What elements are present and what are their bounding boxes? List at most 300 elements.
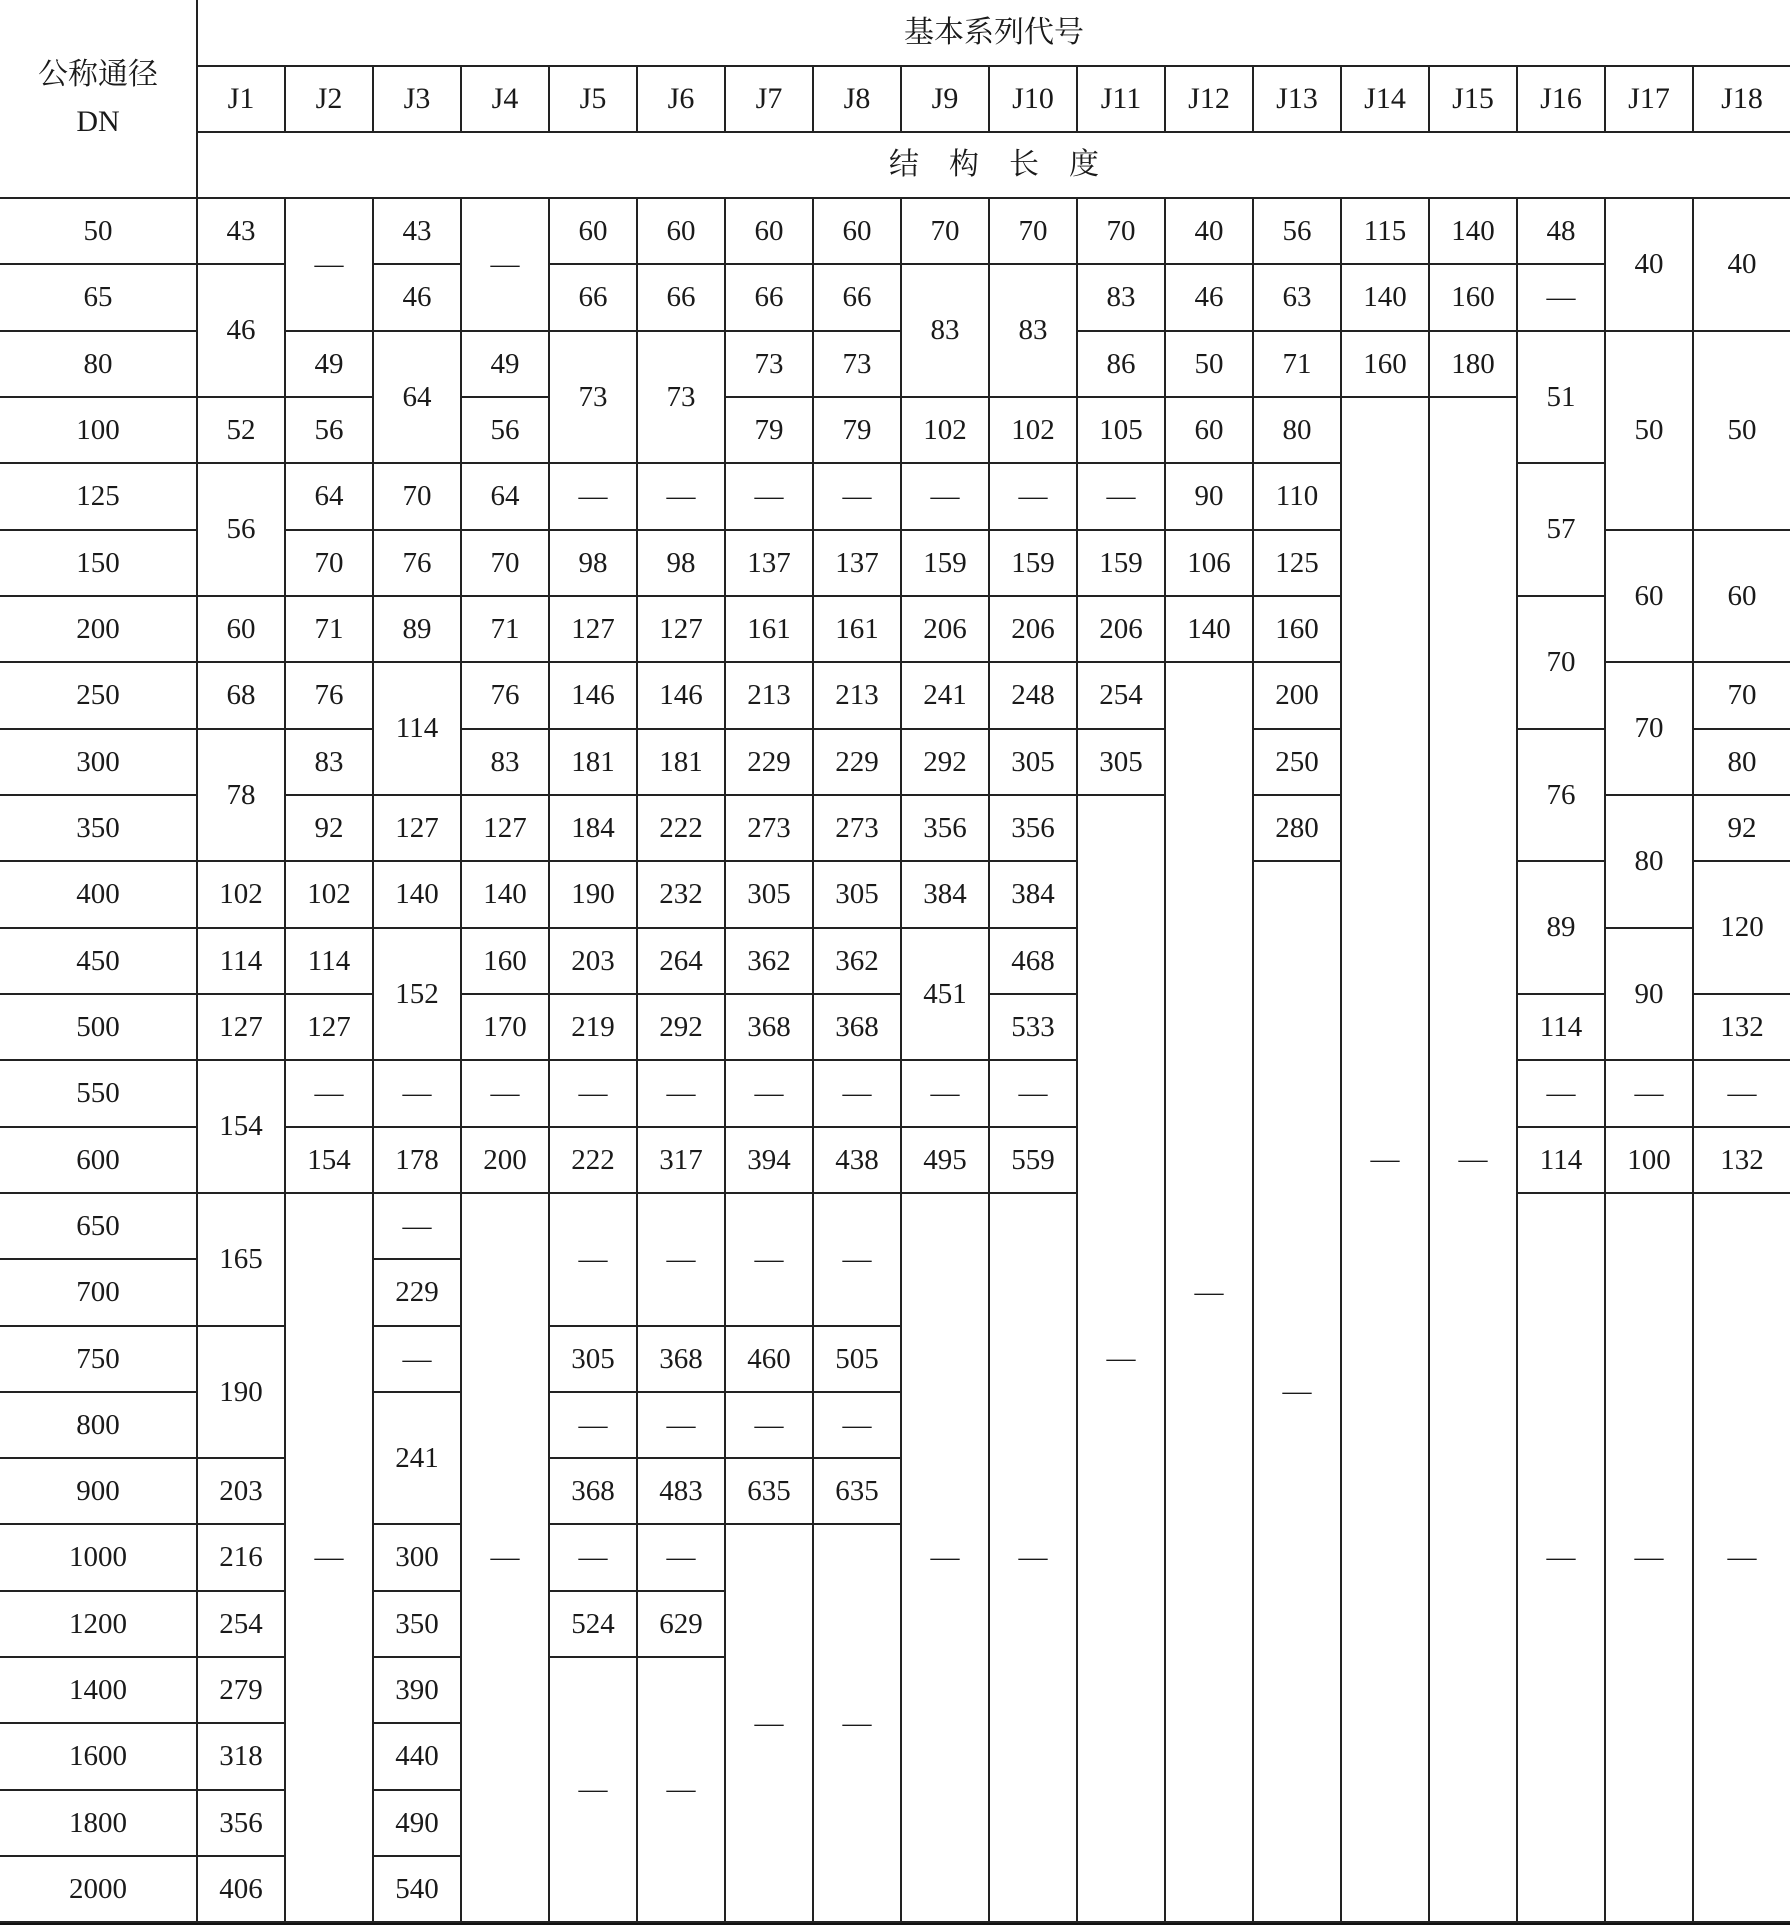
table-cell: 60 [814,199,902,265]
table-cell: 384 [990,862,1078,929]
dn-cell: 650 [0,1194,198,1260]
dn-cell: 900 [0,1459,198,1525]
table-cell: 60 [1166,398,1254,464]
table-cell: 483 [638,1459,726,1525]
table-cell: 146 [550,663,638,730]
table-cell: 80 [1254,398,1342,464]
table-cell: 66 [550,265,638,332]
table-cell: — [374,1061,462,1128]
table-cell: 73 [550,332,638,464]
table-cell: 229 [374,1260,462,1327]
table-cell: — [902,1194,990,1923]
table-cell: 390 [374,1658,462,1724]
table-cell: 219 [550,995,638,1061]
table-cell: — [374,1327,462,1393]
table-cell: 440 [374,1724,462,1791]
table-cell: 305 [814,862,902,929]
series-header-j14: J14 [1342,67,1430,133]
table-cell: 56 [462,398,550,464]
table-cell: 64 [462,464,550,531]
table-cell: 63 [1254,265,1342,332]
table-cell: 78 [198,730,286,862]
dn-cell: 700 [0,1260,198,1327]
table-cell: 120 [1694,862,1790,995]
table-cell: 460 [726,1327,814,1393]
dn-cell: 500 [0,995,198,1061]
table-cell: 52 [198,398,286,464]
table-cell: 60 [1694,531,1790,663]
table-cell: 213 [726,663,814,730]
table-cell: — [814,464,902,531]
table-cell: — [1518,265,1606,332]
table-cell: 70 [1694,663,1790,730]
dn-cell: 400 [0,862,198,929]
table-cell: 114 [374,663,462,796]
table-cell: 51 [1518,332,1606,464]
table-cell: 505 [814,1327,902,1393]
table-cell: — [990,464,1078,531]
table-cell: 140 [1430,199,1518,265]
table-cell: 89 [374,597,462,663]
table-cell: 161 [814,597,902,663]
dn-header-unit: DN [76,104,120,138]
table-cell: 83 [990,265,1078,398]
table-cell: 115 [1342,199,1430,265]
table-cell: 356 [902,796,990,862]
table-cell: 140 [374,862,462,929]
table-cell: 48 [1518,199,1606,265]
table-cell: 83 [286,730,374,796]
table-cell: 180 [1430,332,1518,398]
table-cell: 90 [1166,464,1254,531]
table-cell: — [550,464,638,531]
table-cell: 50 [1166,332,1254,398]
table-cell: — [1342,398,1430,1923]
table-cell: 241 [902,663,990,730]
dn-column-header [0,0,198,199]
table-cell: 127 [286,995,374,1061]
table-cell: — [1518,1194,1606,1923]
table-cell: — [550,1393,638,1459]
series-header-j15: J15 [1430,67,1518,133]
table-cell: 127 [638,597,726,663]
table-cell: 200 [462,1128,550,1194]
series-header-j3: J3 [374,67,462,133]
table-cell: 114 [1518,1128,1606,1194]
table-cell: 356 [198,1791,286,1857]
table-cell: 635 [726,1459,814,1525]
table-cell: 70 [1078,199,1166,265]
table-cell: 76 [374,531,462,597]
table-cell: — [374,1194,462,1260]
table-cell: 80 [1606,796,1694,929]
table-cell: 140 [1166,597,1254,663]
table-cell: 451 [902,929,990,1061]
table-cell: 154 [286,1128,374,1194]
table-cell: — [1078,464,1166,531]
table-cell: — [638,1525,726,1592]
dn-cell: 300 [0,730,198,796]
series-title: 基本系列代号 [198,0,1790,67]
table-cell: 70 [374,464,462,531]
dn-cell: 1000 [0,1525,198,1592]
table-cell: 102 [198,862,286,929]
dn-cell: 150 [0,531,198,597]
table-cell: 216 [198,1525,286,1592]
table-cell: 140 [462,862,550,929]
table-cell: 181 [638,730,726,796]
table-cell: — [462,1061,550,1128]
dn-cell: 600 [0,1128,198,1194]
table-cell: 83 [902,265,990,398]
table-cell: 524 [550,1592,638,1658]
table-cell: 70 [902,199,990,265]
series-header-j4: J4 [462,67,550,133]
table-cell: — [286,1194,374,1923]
table-cell: 232 [638,862,726,929]
table-cell: 317 [638,1128,726,1194]
dn-cell: 200 [0,597,198,663]
table-cell: 76 [1518,730,1606,862]
table-cell: 241 [374,1393,462,1525]
table-cell: 160 [1430,265,1518,332]
table-cell: — [726,1194,814,1327]
table-cell: 152 [374,929,462,1061]
table-cell: 406 [198,1857,286,1923]
table-cell: 159 [1078,531,1166,597]
table-cell: 468 [990,929,1078,995]
table-cell: — [550,1658,638,1923]
table-cell: 92 [286,796,374,862]
table-cell: 203 [198,1459,286,1525]
table-cell: 222 [550,1128,638,1194]
table-cell: 254 [1078,663,1166,730]
table-cell: 356 [990,796,1078,862]
table-cell: 56 [1254,199,1342,265]
table-cell: 178 [374,1128,462,1194]
table-cell: 213 [814,663,902,730]
table-cell: 56 [286,398,374,464]
table-cell: 114 [286,929,374,995]
table-cell: 394 [726,1128,814,1194]
table-cell: 66 [814,265,902,332]
table-cell: — [638,1061,726,1128]
table-cell: 160 [1342,332,1430,398]
dn-cell: 750 [0,1327,198,1393]
table-cell: — [990,1061,1078,1128]
table-cell: 64 [374,332,462,464]
table-cell: 73 [814,332,902,398]
table-cell: — [550,1525,638,1592]
table-cell: 159 [990,531,1078,597]
dn-cell: 450 [0,929,198,995]
table-cell: 292 [902,730,990,796]
table-cell: 40 [1694,199,1790,332]
table-cell: — [1606,1194,1694,1923]
table-cell: 83 [462,730,550,796]
table-cell: 98 [550,531,638,597]
table-cell: 127 [198,995,286,1061]
table-cell: 160 [462,929,550,995]
table-cell: 146 [638,663,726,730]
table-cell: — [638,1393,726,1459]
dn-cell: 65 [0,265,198,332]
table-cell: 368 [726,995,814,1061]
table-cell: 71 [462,597,550,663]
table-cell: 89 [1518,862,1606,995]
table-cell: 280 [1254,796,1342,862]
table-cell: 154 [198,1061,286,1194]
series-header-j1: J1 [198,67,286,133]
table-cell: — [550,1061,638,1128]
table-cell: 350 [374,1592,462,1658]
table-cell: 190 [198,1327,286,1459]
table-cell: — [990,1194,1078,1923]
series-header-j10: J10 [990,67,1078,133]
table-cell: 140 [1342,265,1430,332]
series-header-j6: J6 [638,67,726,133]
table-cell: 300 [374,1525,462,1592]
table-cell: — [902,1061,990,1128]
table-cell: 64 [286,464,374,531]
table-cell: 50 [1694,332,1790,531]
table-cell: 292 [638,995,726,1061]
table-cell: 273 [726,796,814,862]
dn-cell: 800 [0,1393,198,1459]
table-cell: 132 [1694,995,1790,1061]
table-cell: 60 [1606,531,1694,663]
table-cell: 90 [1606,929,1694,1061]
table-cell: 305 [550,1327,638,1393]
dn-cell: 1600 [0,1724,198,1791]
table-cell: 60 [198,597,286,663]
dn-cell: 100 [0,398,198,464]
table-cell: 83 [1078,265,1166,332]
table-cell: 102 [286,862,374,929]
table-cell: 127 [374,796,462,862]
table-cell: 384 [902,862,990,929]
table-cell: — [814,1194,902,1327]
table-cell: 438 [814,1128,902,1194]
table-cell: 70 [286,531,374,597]
table-cell: 76 [286,663,374,730]
table-cell: 200 [1254,663,1342,730]
dn-cell: 1400 [0,1658,198,1724]
table-cell: 70 [1518,597,1606,730]
table-cell: 80 [1694,730,1790,796]
table-cell: — [726,1393,814,1459]
table-cell: — [638,1194,726,1327]
table-cell: 49 [286,332,374,398]
table-cell: 73 [726,332,814,398]
dn-cell: 1800 [0,1791,198,1857]
table-cell: 206 [902,597,990,663]
table-cell: — [726,464,814,531]
table-cell: 490 [374,1791,462,1857]
table-cell: 264 [638,929,726,995]
table-cell: 46 [374,265,462,332]
table-cell: — [1518,1061,1606,1128]
table-cell: 40 [1166,199,1254,265]
table-cell: — [1166,663,1254,1923]
table-cell: — [726,1525,814,1923]
table-cell: 170 [462,995,550,1061]
table-cell: 66 [638,265,726,332]
table-cell: — [814,1061,902,1128]
table-cell: — [1254,862,1342,1923]
table-cell: 250 [1254,730,1342,796]
table-cell: 79 [814,398,902,464]
table-cell: 318 [198,1724,286,1791]
table-cell: 92 [1694,796,1790,862]
table-cell: 206 [1078,597,1166,663]
table-cell: 105 [1078,398,1166,464]
table-cell: 203 [550,929,638,995]
table-cell: 559 [990,1128,1078,1194]
table-cell: 66 [726,265,814,332]
table-cell: 368 [550,1459,638,1525]
table-cell: 56 [198,464,286,597]
table-cell: 43 [374,199,462,265]
table-cell: 43 [198,199,286,265]
table-cell: 206 [990,597,1078,663]
table-cell: 159 [902,531,990,597]
table-cell: 137 [814,531,902,597]
table-cell: 229 [814,730,902,796]
table-cell: — [1078,796,1166,1923]
table-cell: 70 [1606,663,1694,796]
table-cell: 73 [638,332,726,464]
table-cell: 46 [198,265,286,398]
table-cell: 46 [1166,265,1254,332]
table-cell: — [638,464,726,531]
table-cell: 635 [814,1459,902,1525]
series-header-j11: J11 [1078,67,1166,133]
table-cell: 49 [462,332,550,398]
table-cell: 71 [1254,332,1342,398]
table-cell: 125 [1254,531,1342,597]
table-cell: 70 [990,199,1078,265]
table-cell: — [902,464,990,531]
table-cell: — [550,1194,638,1327]
table-cell: — [638,1658,726,1923]
table-cell: 362 [814,929,902,995]
table-cell: 254 [198,1592,286,1658]
dn-cell: 80 [0,332,198,398]
series-header-j12: J12 [1166,67,1254,133]
table-cell: 273 [814,796,902,862]
series-header-j18: J18 [1694,67,1790,133]
table-cell: 106 [1166,531,1254,597]
table-cell: 165 [198,1194,286,1327]
dn-cell: 1200 [0,1592,198,1658]
table-cell: — [462,199,550,332]
table-cell: 114 [1518,995,1606,1061]
table-cell: 305 [990,730,1078,796]
series-header-j17: J17 [1606,67,1694,133]
table-cell: 533 [990,995,1078,1061]
table-cell: 160 [1254,597,1342,663]
series-header-j7: J7 [726,67,814,133]
dn-cell: 250 [0,663,198,730]
table-cell: 362 [726,929,814,995]
table-cell: 76 [462,663,550,730]
table-cell: 184 [550,796,638,862]
table-cell: — [726,1061,814,1128]
table-cell: 495 [902,1128,990,1194]
dn-cell: 125 [0,464,198,531]
table-cell: 57 [1518,464,1606,597]
table-cell: 161 [726,597,814,663]
table-cell: 60 [638,199,726,265]
table-cell: — [462,1194,550,1923]
table-cell: — [286,1061,374,1128]
table-cell: 368 [638,1327,726,1393]
table-cell: 40 [1606,199,1694,332]
table-cell: 540 [374,1857,462,1923]
table-cell: 114 [198,929,286,995]
series-header-j5: J5 [550,67,638,133]
table-cell: — [814,1525,902,1923]
table-cell: 68 [198,663,286,730]
table-cell: 190 [550,862,638,929]
table-cell: 305 [726,862,814,929]
table-cell: 60 [726,199,814,265]
table-cell: 86 [1078,332,1166,398]
table-cell: 71 [286,597,374,663]
table-cell: — [1430,398,1518,1923]
dn-cell: 2000 [0,1857,198,1923]
table-cell: 102 [902,398,990,464]
table-cell: 305 [1078,730,1166,796]
table-cell: 279 [198,1658,286,1724]
structure-length-title: 结构长度 [198,133,1790,199]
table-cell: 629 [638,1592,726,1658]
table-cell: 248 [990,663,1078,730]
series-header-j2: J2 [286,67,374,133]
table-cell: 368 [814,995,902,1061]
table-cell: — [286,199,374,332]
series-header-j16: J16 [1518,67,1606,133]
dn-cell: 350 [0,796,198,862]
table-cell: 79 [726,398,814,464]
table-cell: 98 [638,531,726,597]
table-cell: 229 [726,730,814,796]
table-cell: 132 [1694,1128,1790,1194]
table-cell: — [1606,1061,1694,1128]
table-cell: — [1694,1061,1790,1128]
dn-cell: 50 [0,199,198,265]
table-cell: 127 [462,796,550,862]
table-cell: 70 [462,531,550,597]
table-cell: — [814,1393,902,1459]
table-cell: 137 [726,531,814,597]
series-header-j8: J8 [814,67,902,133]
table-cell: 110 [1254,464,1342,531]
dn-cell: 550 [0,1061,198,1128]
table-cell: 181 [550,730,638,796]
table-cell: 127 [550,597,638,663]
table-cell: 60 [550,199,638,265]
table-cell: 100 [1606,1128,1694,1194]
table-cell: 222 [638,796,726,862]
series-header-j13: J13 [1254,67,1342,133]
table-cell: 50 [1606,332,1694,531]
table-cell: — [1694,1194,1790,1923]
series-header-j9: J9 [902,67,990,133]
table-cell: 102 [990,398,1078,464]
dn-header-label: 公称通径 [38,58,158,91]
